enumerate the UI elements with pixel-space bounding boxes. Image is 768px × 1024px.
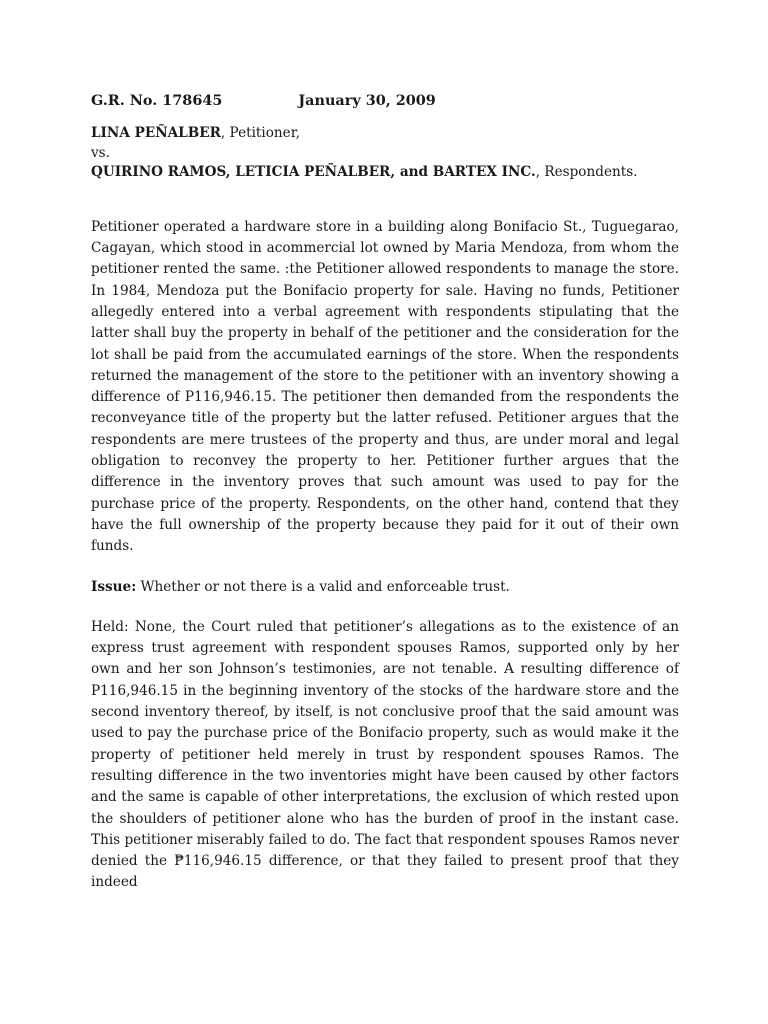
issue-paragraph	[91, 577, 679, 598]
gr-number: G.R. No. 178645	[91, 92, 223, 109]
document-page	[91, 90, 679, 894]
decision-date: January 30, 2009	[298, 92, 436, 109]
respondents-line	[91, 163, 679, 183]
held-paragraph: Held: None, the Court ruled that petitioner’s allegations as to the existence of an express trust agreement with respondent spouses Ramos, supported only by her own and her son Johnson’s testimonies, are not tenable. A resulting difference of P116,946.15 in the beginning inventory of the stocks of the hardware store and the second inventory thereof, by itself, is not conclusive proof that the said amount was used to pay the purchase price of the Bonifacio property, such as would make it the property of petitioner held merely in trust by respondent spouses Ramos. The resulting difference in the two inventories might have been caused by other factors and the same is capable of other interpretations, the exclusion of which rested upon the shoulders of petitioner alone who has the burden of proof in the instant case. This petitioner miserably failed to do. The fact that respondent spouses Ramos never denied the ₱116,946.15 difference, or that they failed to present proof that they indeed	[91, 618, 679, 891]
petitioner-name: LINA PEÑALBER	[91, 125, 221, 142]
respondents-role: , Respondents.	[535, 164, 638, 181]
facts-paragraph: Petitioner operated a hardware store in a building along Bonifacio St., Tuguegarao, Cagayan, which stood in acommercial lot owned by Maria Mendoza, from whom the petitioner rented the same. :the Petitioner allowed respondents to manage the store. In 1984, Mendoza put the Bonifacio property for sale. Having no funds, Petitioner allegedly entered into a verbal agreement with respondents stipulating that the latter shall buy the property in behalf of the petitioner and the consideration for the lot shall be paid from the accumulated earnings of the store. When the respondents returned the management of the store to the petitioner with an inventory showing a difference of P116,946.15. The petitioner then demanded from the respondents the reconveyance title of the property but the latter refused. Petitioner argues that the respondents are mere trustees of the property and thus, are under moral and legal obligation to reconvey the property to her. Petitioner further argues that the difference in the inventory proves that such amount was used to pay for the purchase price of the property. Respondents, on the other hand, contend that they have the full ownership of the property because they paid for it out of their own funds.	[91, 218, 679, 555]
petitioner-role: , Petitioner,	[220, 125, 301, 142]
case-header	[91, 90, 679, 111]
respondents-names: QUIRINO RAMOS, LETICIA PEÑALBER, and BARTEX INC.	[91, 164, 536, 181]
case-parties	[91, 124, 679, 183]
issue-label: Issue:	[91, 578, 137, 595]
versus-line: vs.	[91, 144, 110, 161]
petitioner-line	[91, 124, 679, 144]
issue-text: Whether or not there is a valid and enforceable trust.	[136, 578, 510, 595]
